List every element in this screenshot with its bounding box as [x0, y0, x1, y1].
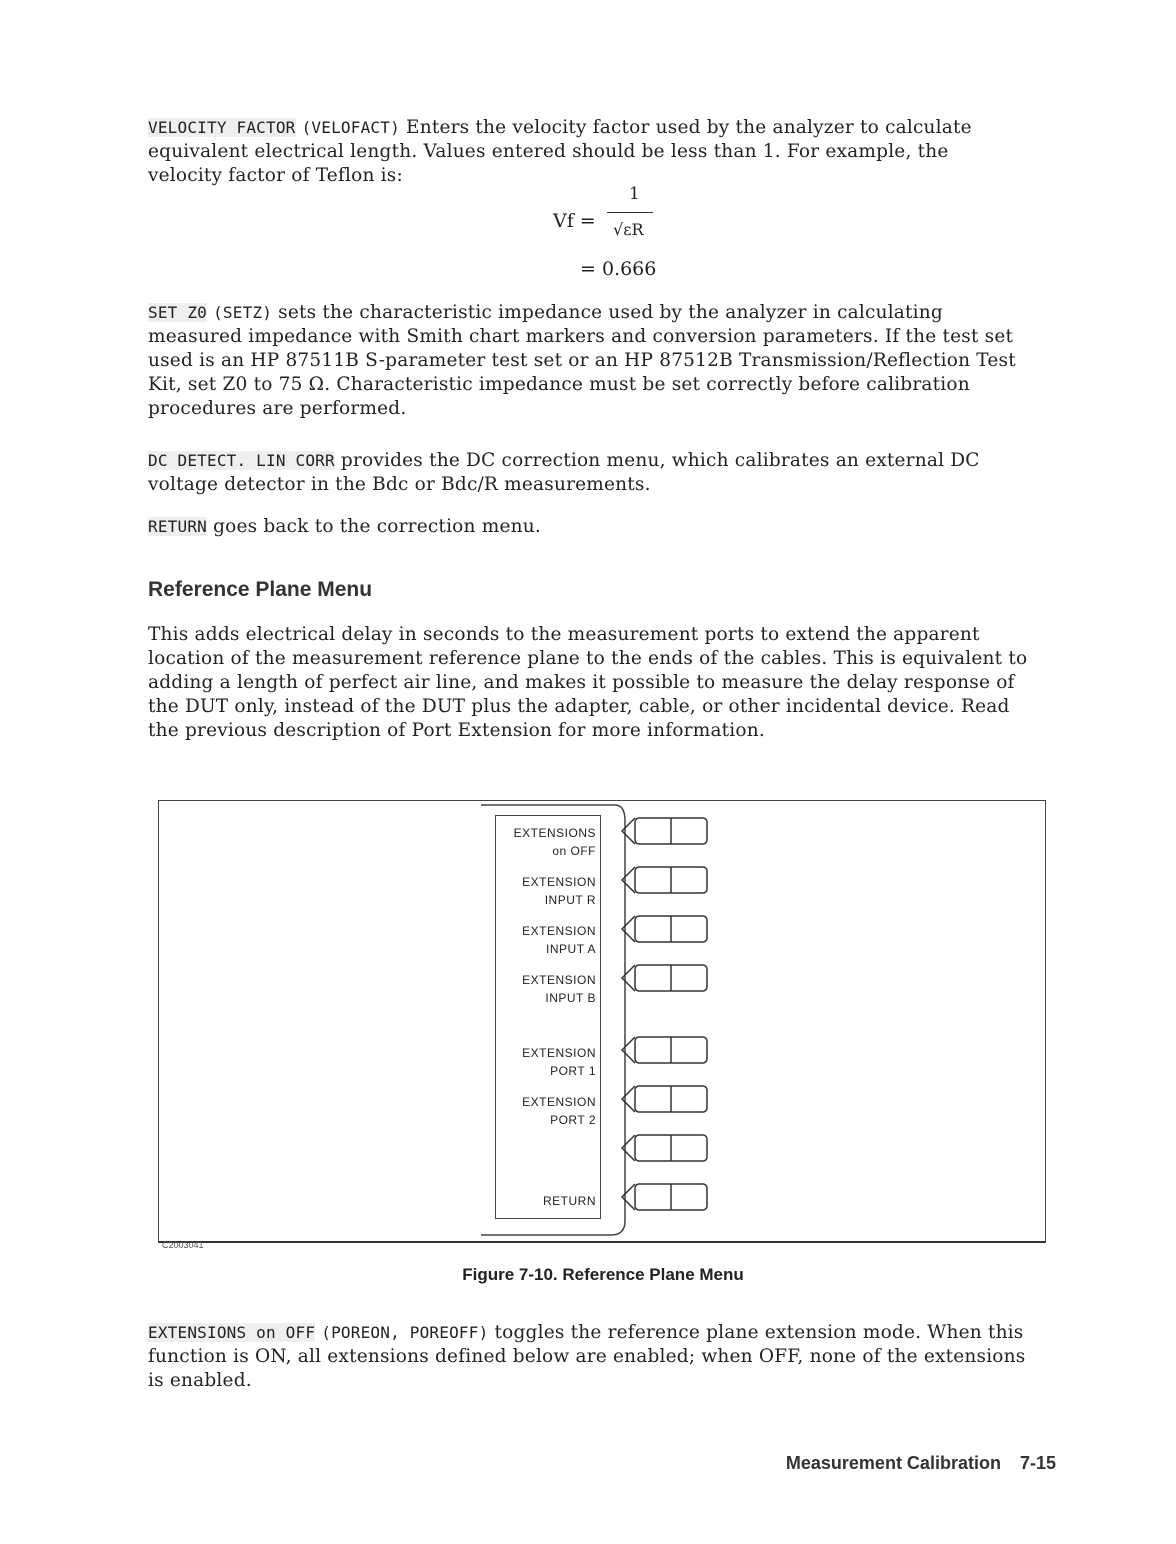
equation-numerator: 1 — [629, 184, 640, 204]
equation-denominator: √εR — [613, 220, 644, 239]
figure-caption: Figure 7-10. Reference Plane Menu — [462, 1265, 744, 1284]
footer-page-number: 7-15 — [1019, 1453, 1056, 1473]
softkey-label-line2: PORT 2 — [550, 1113, 596, 1127]
softkey-label-line2: on OFF — [552, 844, 596, 858]
softkey-button[interactable] — [622, 867, 707, 893]
figure-reference-plane-menu — [158, 800, 1046, 1243]
command-poreon: (POREON, POREOFF) — [321, 1323, 489, 1342]
dc-detect-text: provides the DC correction menu, which calibrates an external DC voltage detector in the Bdc or Bdc/R measurements. — [148, 450, 980, 495]
equation-lhs: Vf = — [553, 210, 596, 232]
return-paragraph — [148, 515, 1028, 539]
velocity-factor-paragraph — [148, 116, 1028, 188]
softkey-label-line1: EXTENSION — [522, 1046, 596, 1060]
velocity-text: Enters the velocity factor used by the analyzer to calculate equivalent electrical length. Values entered should be less than 1. For example, the velocity factor of Teflon is: — [148, 117, 972, 186]
softkey-velocity-factor: VELOCITY FACTOR — [148, 118, 296, 137]
extensions-paragraph — [148, 1321, 1028, 1393]
extensions-text: toggles the reference plane extension mode. When this function is ON, all extensions defined below are enabled; when OFF, none of the extensions is enabled. — [148, 1322, 1026, 1391]
command-setz: (SETZ) — [213, 303, 273, 322]
softkey-button[interactable] — [622, 1135, 707, 1161]
softkey-button[interactable] — [622, 916, 707, 942]
softkey-label-line1: EXTENSIONS — [513, 826, 596, 840]
fraction-bar — [607, 212, 653, 213]
softkey-dc-detect: DC DETECT. LIN CORR — [148, 451, 335, 470]
softkey-label-line2: INPUT R — [544, 893, 596, 907]
return-text: goes back to the correction menu. — [207, 516, 541, 537]
softkey-set-z0: SET Z0 — [148, 303, 207, 322]
equation-result: = 0.666 — [580, 258, 657, 280]
page-footer — [786, 1453, 1056, 1474]
softkey-label-line1: EXTENSION — [522, 973, 596, 987]
softkey-button[interactable] — [622, 1086, 707, 1112]
softkey-return: RETURN — [148, 517, 207, 536]
dc-detect-paragraph — [148, 449, 1028, 497]
softkey-buttons-diagram — [159, 801, 1045, 1241]
softkey-extensions-on-off: EXTENSIONS on OFF — [148, 1323, 316, 1342]
figure-code: C2003041 — [162, 1240, 204, 1250]
softkey-label-line2: PORT 1 — [550, 1064, 596, 1078]
softkey-label-line1: EXTENSION — [522, 924, 596, 938]
command-velofact: (VELOFACT) — [301, 118, 400, 137]
softkey-button[interactable] — [622, 1037, 707, 1063]
softkey-label-line2: INPUT B — [545, 991, 596, 1005]
set-z0-paragraph — [148, 301, 1028, 421]
softkey-button[interactable] — [622, 965, 707, 991]
softkey-label-line2: INPUT A — [546, 942, 596, 956]
softkey-button[interactable] — [622, 818, 707, 844]
softkey-label-line2: RETURN — [543, 1194, 596, 1208]
softkey-label-line1: EXTENSION — [522, 875, 596, 889]
softkey-button[interactable] — [622, 1184, 707, 1210]
section-paragraph: This adds electrical delay in seconds to the measurement ports to extend the apparent location of the measurement reference plane to the ends of the cables. This is equivalent to adding a length of perfect air line, and makes it possible to measure the delay response of the DUT only, instead of the DUT plus the adapter, cable, or other incidental device. Read the previous description of Port Extension for more information. — [148, 624, 1028, 741]
set-z0-text: sets the characteristic impedance used by the analyzer in calculating measured impedance with Smith chart markers and conversion parameters. If the test set used is an HP 87511B S-parameter test set or an HP 87512B Transmission/Reflection Test Kit, set Z0 to 75 Ω. Characteristic impedance must be set correctly before calibration procedures are performed. — [148, 302, 1016, 419]
section-heading: Reference Plane Menu — [148, 578, 373, 601]
softkey-label-line1: EXTENSION — [522, 1095, 596, 1109]
footer-chapter: Measurement Calibration — [785, 1453, 1001, 1473]
